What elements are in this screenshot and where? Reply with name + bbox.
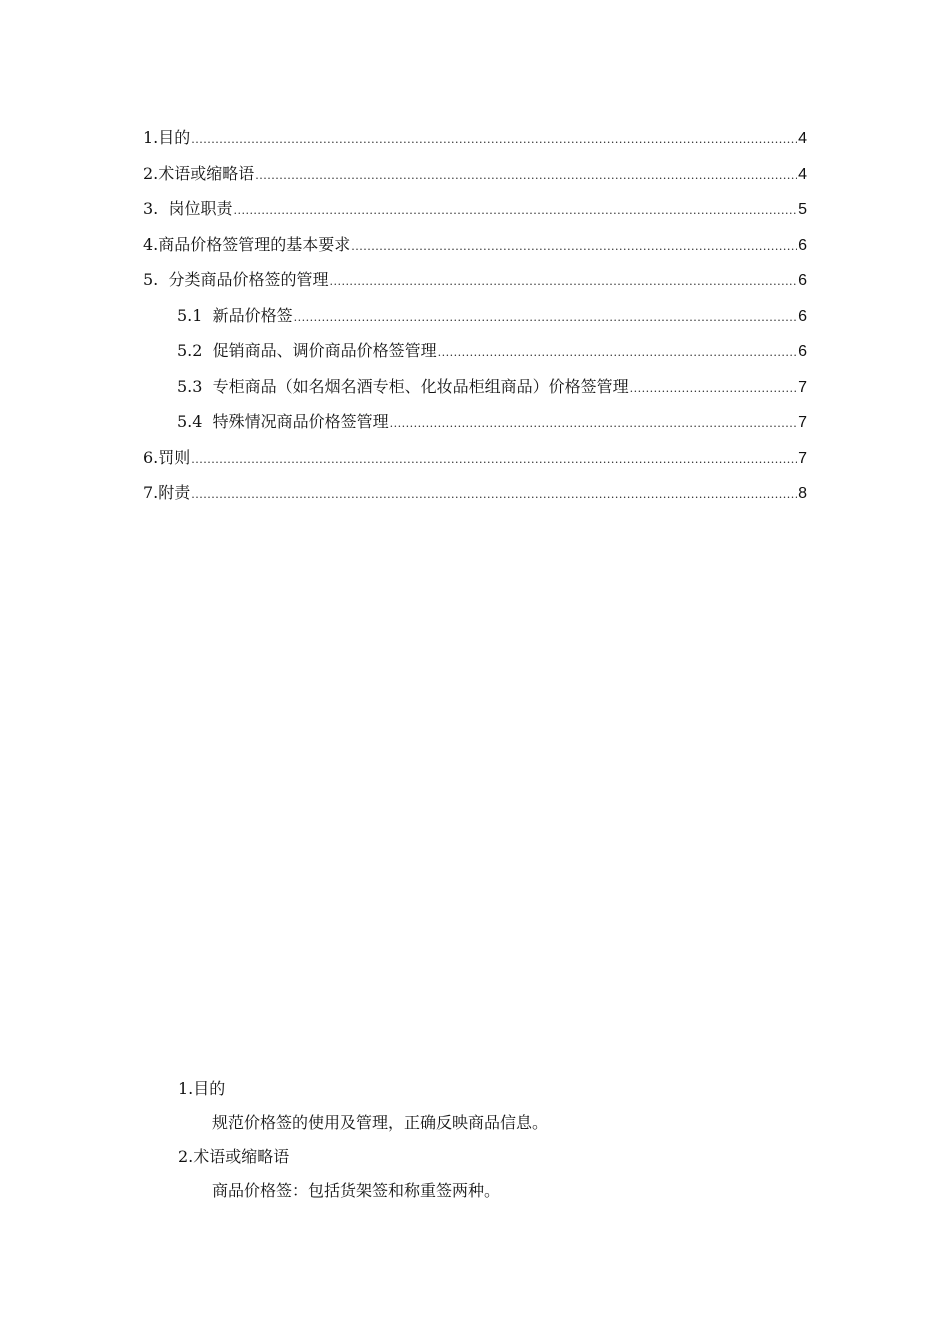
table-of-contents [143, 120, 807, 511]
toc-entry-label: 5.4 特殊情况商品价格签管理 [177, 412, 389, 431]
toc-page-number: 6 [798, 307, 807, 325]
toc-leader-dots [630, 371, 797, 407]
toc-leader-dots [191, 442, 797, 478]
section-heading-terms: 2.术语或缩略语 [178, 1147, 290, 1166]
toc-leader-dots [329, 264, 797, 300]
toc-entry-label: 5. 分类商品价格签的管理 [143, 270, 329, 289]
toc-entry-label: 5.1 新品价格签 [177, 305, 293, 325]
toc-entry[interactable] [143, 120, 807, 156]
toc-page-number: 7 [798, 449, 807, 467]
section-heading-purpose: 1.目的 [178, 1079, 226, 1098]
toc-leader-dots [191, 122, 797, 158]
toc-entry[interactable] [143, 440, 807, 476]
toc-leader-dots [438, 335, 797, 371]
toc-page-number: 8 [798, 485, 807, 502]
section-paragraph-purpose: 规范价格签的使用及管理，正确反映商品信息。 [212, 1113, 549, 1132]
toc-page-number: 4 [798, 130, 807, 147]
toc-leader-dots [191, 477, 797, 513]
toc-entry-label: 3. 岗位职责 [143, 199, 233, 218]
toc-page-number: 5 [798, 201, 807, 218]
section-paragraph-terms: 商品价格签：包括货架签和称重签两种。 [212, 1181, 501, 1200]
toc-entry-label: 6.罚则 [143, 447, 191, 467]
toc-entry[interactable] [143, 156, 807, 192]
toc-entry-label: 4.商品价格签管理的基本要求 [143, 234, 351, 254]
toc-leader-dots [294, 300, 797, 336]
toc-entry-label: 1.目的 [143, 128, 191, 147]
toc-entry-label: 5.3 专柜商品（如名烟名酒专柜、化妆品柜组商品）价格签管理 [177, 376, 629, 396]
toc-page-number: 4 [798, 165, 807, 183]
toc-subentry[interactable] [143, 298, 807, 334]
toc-leader-dots [233, 193, 797, 229]
toc-entry[interactable] [143, 262, 807, 298]
toc-subentry[interactable] [143, 333, 807, 369]
toc-entry[interactable] [143, 191, 807, 227]
toc-page-number: 6 [798, 236, 807, 254]
toc-page-number: 7 [798, 378, 807, 396]
toc-subentry[interactable] [143, 369, 807, 405]
toc-entry-label: 5.2 促销商品、调价商品价格签管理 [177, 341, 437, 360]
toc-subentry[interactable] [143, 404, 807, 440]
toc-entry-label: 7.附责 [143, 483, 191, 502]
document-body [178, 1072, 818, 1208]
toc-leader-dots [351, 229, 797, 265]
toc-page-number: 6 [798, 272, 807, 289]
toc-page-number: 6 [798, 343, 807, 360]
toc-entry[interactable] [143, 475, 807, 511]
toc-leader-dots [390, 406, 797, 442]
toc-leader-dots [255, 158, 797, 194]
toc-page-number: 7 [798, 414, 807, 431]
toc-entry-label: 2.术语或缩略语 [143, 163, 255, 183]
toc-entry[interactable] [143, 227, 807, 263]
